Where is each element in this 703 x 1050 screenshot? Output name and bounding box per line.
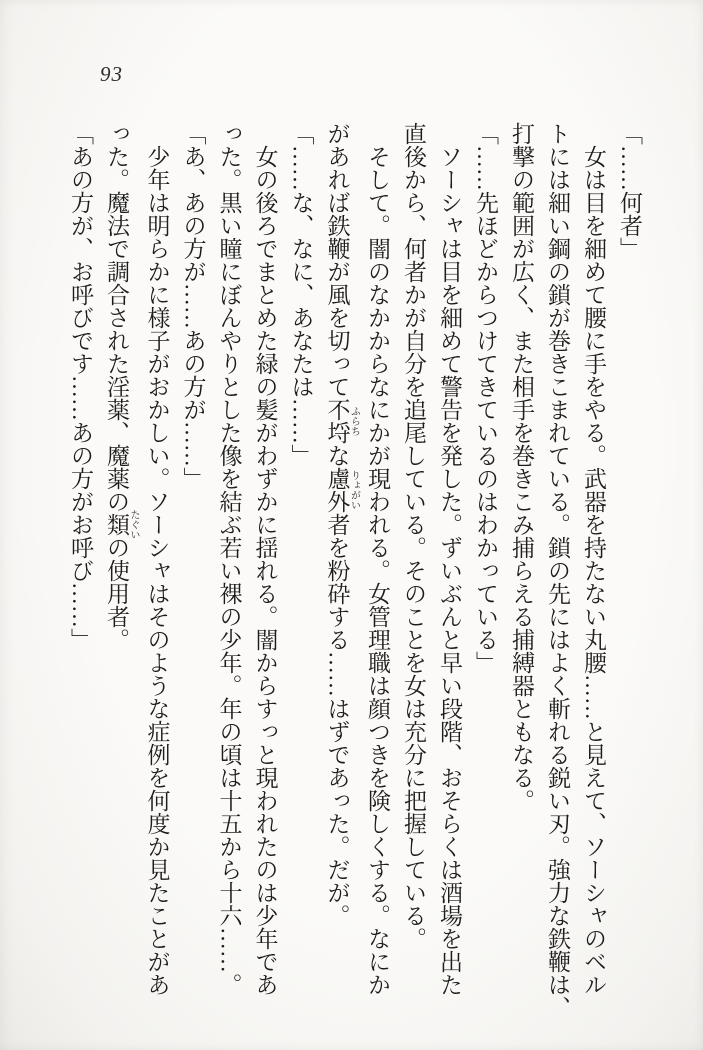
ruby-annotated-word: 類 たぐい	[104, 509, 139, 540]
text-line: 打撃の範囲が広く、また相手を巻きこみ捕らえる捕縛器ともなる。	[509, 122, 534, 812]
text-line: 少年は明らかに様子がおかしい。ソーシャはそのような症例を何度か見たことがあ	[144, 145, 170, 996]
ruby-annotated-word: 不埒 ふらち	[324, 398, 360, 444]
furigana: りょがい	[348, 467, 360, 513]
text-line: 女は目を細めて腰に手をやる。武器を持たない丸腰……と見えて、ソーシャのベル	[581, 145, 606, 996]
text-line: 「……何者」	[617, 122, 642, 260]
text-body	[62, 122, 647, 1026]
text-line: った。黒い瞳にぼんやりとした像を結ぶ若い裸の少年。年の頃は十五から十六……。	[216, 122, 242, 996]
text-line: 直後から、何者かが自分を追尾している。そのことを女は充分に把握している。	[401, 122, 426, 950]
text-line: ソーシャは目を細めて警告を発した。ずいぶんと早い段階、おそらくは酒場を出た	[437, 145, 462, 996]
text-line: 女の後ろでまとめた緑の髪がわずかに揺れる。闇からすっと現われたのは少年であ	[252, 145, 278, 996]
page-number: 93	[100, 62, 123, 86]
furigana: たぐい	[128, 509, 139, 540]
text-line: 「あの方が、お呼びです……あの方がお呼び……」	[68, 122, 93, 651]
furigana: ふらち	[348, 398, 360, 444]
text-line: トには細い鋼の鎖が巻きこまれている。鎖の先にはよく斬れる鋭い刃。強力な鉄鞭は、	[545, 122, 570, 1019]
text-line: った。魔法で調合された淫薬、魔薬の類 たぐいの使用者。	[104, 122, 139, 651]
text-line: 「あ、あの方が……あの方が……」	[180, 122, 206, 490]
ruby-annotated-word: 慮外 りょがい	[324, 467, 360, 513]
text-line: そして。闇のなかからなにかが現われる。女管理職は顔つきを険しくする。なにか	[365, 145, 390, 996]
text-line: 「……な、なに、あなたは……」	[288, 122, 314, 467]
text-line: 「……先ほどからつけてきているのはわかっている」	[473, 122, 498, 674]
text-line: があれば鉄鞭が風を切って不埒 ふらちな慮外 りょがい者を粉砕する……はずであった。だが。	[324, 122, 360, 927]
